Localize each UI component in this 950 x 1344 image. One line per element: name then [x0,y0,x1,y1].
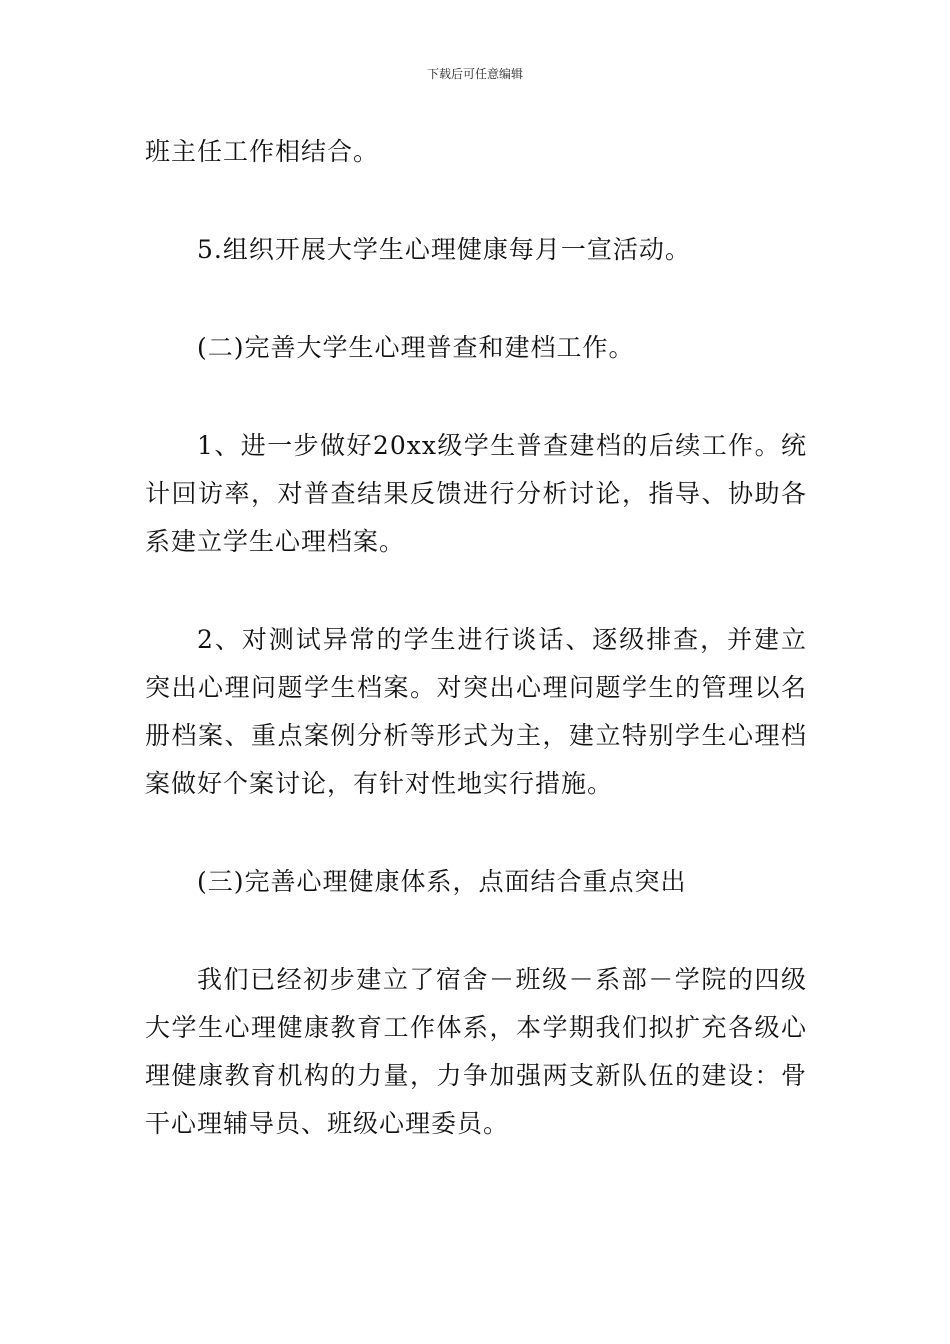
paragraph-system: 我们已经初步建立了宿舍－班级－系部－学院的四级大学生心理健康教育工作体系，本学期我们拟扩充各级心理健康教育机构的力量，力争加强两支新队伍的建设：骨干心理辅导员、班级心理委员。 [145,965,807,1138]
section-heading-3: (三)完善心理健康体系，点面结合重点突出 [197,867,687,896]
paragraph-item-2: 2、对测试异常的学生进行谈话、逐级排查，并建立突出心理问题学生档案。对突出心理问题学生的管理以名册档案、重点案例分析等形式为主，建立特别学生心理档案做好个案讨论，有针对性地实行措施。 [145,625,807,798]
document-body [145,128,807,1148]
paragraph-item-5: 5.组织开展大学生心理健康每月一宣活动。 [197,235,691,264]
section-heading-2: (二)完善大学生心理普查和建档工作。 [197,333,635,362]
paragraph-continuation: 班主任工作相结合。 [145,137,380,166]
paragraph-item-1: 1、进一步做好20xx级学生普查建档的后续工作。统计回访率，对普查结果反馈进行分析讨论，指导、协助各系建立学生心理档案。 [145,431,807,556]
page-header: 下载后可任意编辑 [426,67,523,81]
